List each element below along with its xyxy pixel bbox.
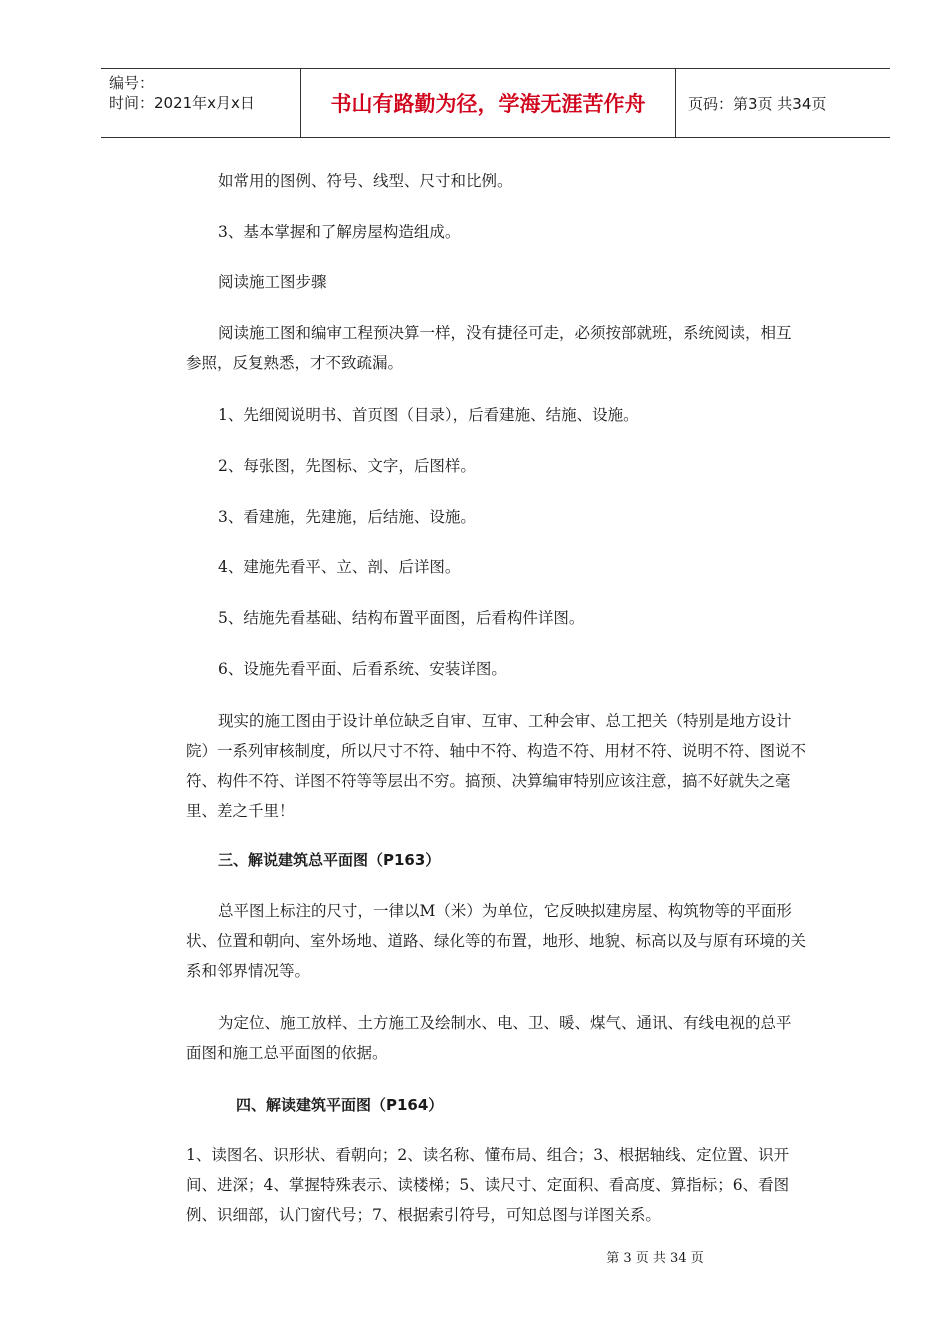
paragraph-7: 3、看建施，先建施，后结施、设施。 (218, 508, 476, 526)
page-header (101, 68, 890, 138)
paragraph-1: 如常用的图例、符号、线型、尺寸和比例。 (218, 172, 513, 190)
paragraph-4: 阅读施工图和编审工程预决算一样，没有捷径可走，必须按部就班，系统阅读，相互参照，反复熟悉，才不致疏漏。 (186, 324, 792, 372)
paragraph-13: 为定位、施工放样、土方施工及绘制水、电、卫、暖、煤气、通讯、有线电视的总平面图和施工总平面图的依据。 (186, 1014, 792, 1062)
paragraph-8: 4、建施先看平、立、剖、后详图。 (218, 558, 461, 576)
header-meta (101, 69, 301, 137)
header-motto: 书山有路勤为径，学海无涯苦作舟 (301, 69, 676, 137)
code-label: 编号： (109, 74, 155, 92)
paragraph-9: 5、结施先看基础、结构布置平面图，后看构件详图。 (218, 609, 585, 627)
paragraph-11: 现实的施工图由于设计单位缺乏自审、互审、工种会审、总工把关（特别是地方设计院）一系列审核制度，所以尺寸不符、轴中不符、构造不符、用材不符、说明不符、图说不符、构件不符、详图不符等等层出不穷。搞预、决算编审特别应该注意，搞不好就失之毫里、差之千里！ (186, 712, 807, 820)
paragraph-2: 3、基本掌握和了解房屋构造组成。 (218, 223, 461, 241)
header-page-label: 页码：第3页 共34页 (688, 94, 827, 113)
section-heading-4: 四、解读建筑平面图（P164） (236, 1096, 444, 1114)
paragraph-3: 阅读施工图步骤 (218, 273, 327, 291)
paragraph-14: 1、读图名、识形状、看朝向；2、读名称、懂布局、组合；3、根据轴线、定位置、识开间、进深；4、掌握特殊表示、读楼梯；5、读尺寸、定面积、看高度、算指标；6、看图例、识细部，认门窗代号；7、根据索引符号，可知总图与详图关系。 (186, 1146, 790, 1224)
paragraph-10: 6、设施先看平面、后看系统、安装详图。 (218, 660, 507, 678)
section-heading-3: 三、解说建筑总平面图（P163） (218, 851, 441, 869)
page-footer: 第 3 页 共 34 页 (606, 1251, 704, 1266)
paragraph-5: 1、先细阅说明书、首页图（目录），后看建施、结施、设施。 (218, 406, 639, 424)
paragraph-6: 2、每张图，先图标、文字，后图样。 (218, 457, 476, 475)
paragraph-12: 总平图上标注的尺寸，一律以M（米）为单位，它反映拟建房屋、构筑物等的平面形状、位置和朝向、室外场地、道路、绿化等的布置，地形、地貌、标高以及与原有环境的关系和邻界情况等。 (186, 902, 807, 980)
time-label: 时间：2021年x月x日 (109, 94, 255, 112)
